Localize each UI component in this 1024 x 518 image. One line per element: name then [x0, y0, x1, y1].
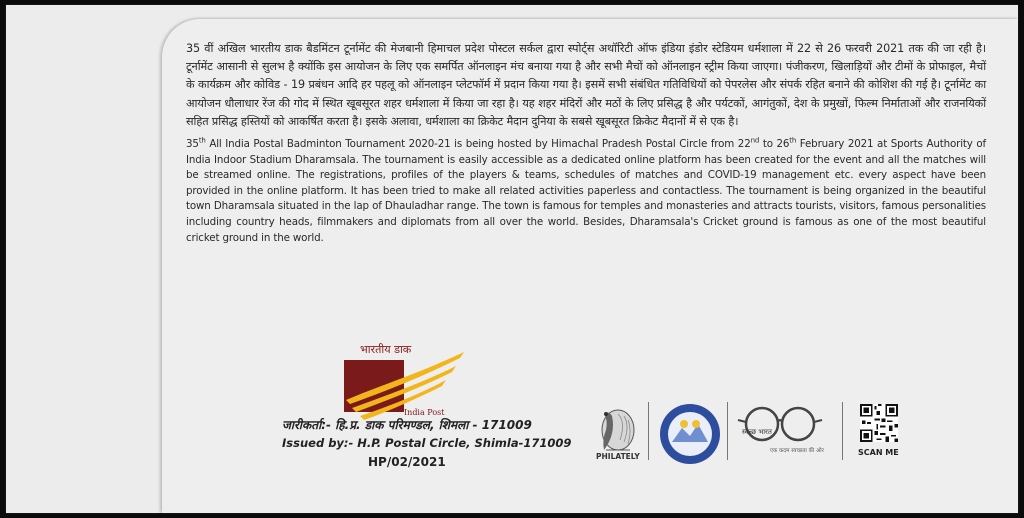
- issuer-english: Issued by:- H.P. Postal Circle, Shimla-171009: [282, 436, 572, 450]
- envelope-side-panel: [6, 5, 178, 513]
- english-ordinal: 35: [186, 138, 199, 151]
- swachh-bharat-glasses-icon: [730, 404, 830, 444]
- english-text-part: All India Postal Badminton Tournament 2020-21 is being hosted by Himachal Pradesh Postal Circle from 22: [205, 138, 751, 151]
- issuer-hindi: जारीकर्ता:- हि.प्र. डाक परिमण्डल, शिमला - 171009: [282, 418, 532, 432]
- swachh-bharat-label: स्वच्छ भारत: [742, 428, 772, 436]
- swachh-bharat-tagline: एक कदम स्वच्छता की ओर: [770, 448, 824, 454]
- india-post-logo: [338, 340, 468, 426]
- english-text-part: to 26: [759, 138, 790, 151]
- logo-hindi-text: भारतीय डाक: [360, 343, 412, 356]
- logo-english-text: India Post: [404, 408, 445, 417]
- divider: [727, 402, 728, 460]
- scan-me-label: SCAN ME: [858, 448, 899, 457]
- india-post-wings-icon: [338, 340, 468, 426]
- description-text-block: [186, 40, 986, 246]
- philately-label: PHILATELY: [596, 452, 640, 461]
- issue-code: HP/02/2021: [368, 455, 446, 469]
- event-seal-icon: [658, 402, 722, 466]
- english-description: [186, 137, 986, 246]
- qr-code-icon[interactable]: [860, 404, 898, 442]
- ordinal-suffix: nd: [750, 136, 760, 145]
- hindi-description: 35 वीं अखिल भारतीय डाक बैडमिंटन टूर्नामेंट की मेजबानी हिमाचल प्रदेश पोस्टल सर्कल द्वारा स्पोर्ट्स अथॉरिटी ऑफ इंडिया इंडोर स्टेडियम धर्मशाला में 22 से 26 फरवरी 2021 तक की जा रही है। टूर्नामेंट आसानी से सुलभ है क्योंकि इस आयोजन के लिए एक समर्पित ऑनलाइन मंच बनाया गया है और सभी मैचों को ऑनलाइन स्ट्रीम किया जाएगा। पंजीकरण, खिलाड़ियों और टीमों के प्रोफाइल, मैचों के कार्यक्रम और कोविड - 19 प्रबंधन आदि हर पहलू को ऑनलाइन प्लेटफॉर्म में प्रदान किया गया है। इसमें सभी संबंधित गतिविधियों को पेपरलेस और संपर्क रहित बनाने की कोशिश की गई है। टूर्नामेंट का आयोजन धौलाधार रेंज की गोद में स्थित खूबसूरत शहर धर्मशाला में किया जा रहा है। यह शहर मंदिरों और मठों के लिए प्रसिद्ध है और पर्यटकों, आगंतुकों, देश के प्रमुखों, फिल्म निर्माताओं और राजनयिकों सहित प्रसिद्ध हस्तियों को आकर्षित करता है। इसके अलावा, धर्मशाला का क्रिकेट मैदान दुनिया के सबसे खूबसूरत क्रिकेट मैदानों में से एक है।: [186, 42, 986, 128]
- english-text-part: February 2021 at Sports Authority of India Indoor Stadium Dharamsala. The tournament is easily accessible as a dedicated online platform has been created for the event and all the matches will be streamed online. The registrations, profiles of the players & teams, schedules of matches and COVID-19 management etc. every aspect have been provided in the online platform. It has been tried to make all related activities paperless and contactless. The tournament is being organized in the beautiful town Dharamsala situated in the lap of Dhauladhar range. The town is famous for temples and monasteries and attracts tourists, visitors, famous personalities including country heads, filmmakers and diplomats from all over the world. Besides, Dharamsala's Cricket ground is famous as one of the most beautiful cricket ground in the world.: [186, 138, 986, 244]
- ordinal-suffix: th: [198, 136, 206, 145]
- ordinal-suffix: th: [789, 136, 797, 145]
- divider: [648, 402, 649, 460]
- divider: [842, 402, 843, 460]
